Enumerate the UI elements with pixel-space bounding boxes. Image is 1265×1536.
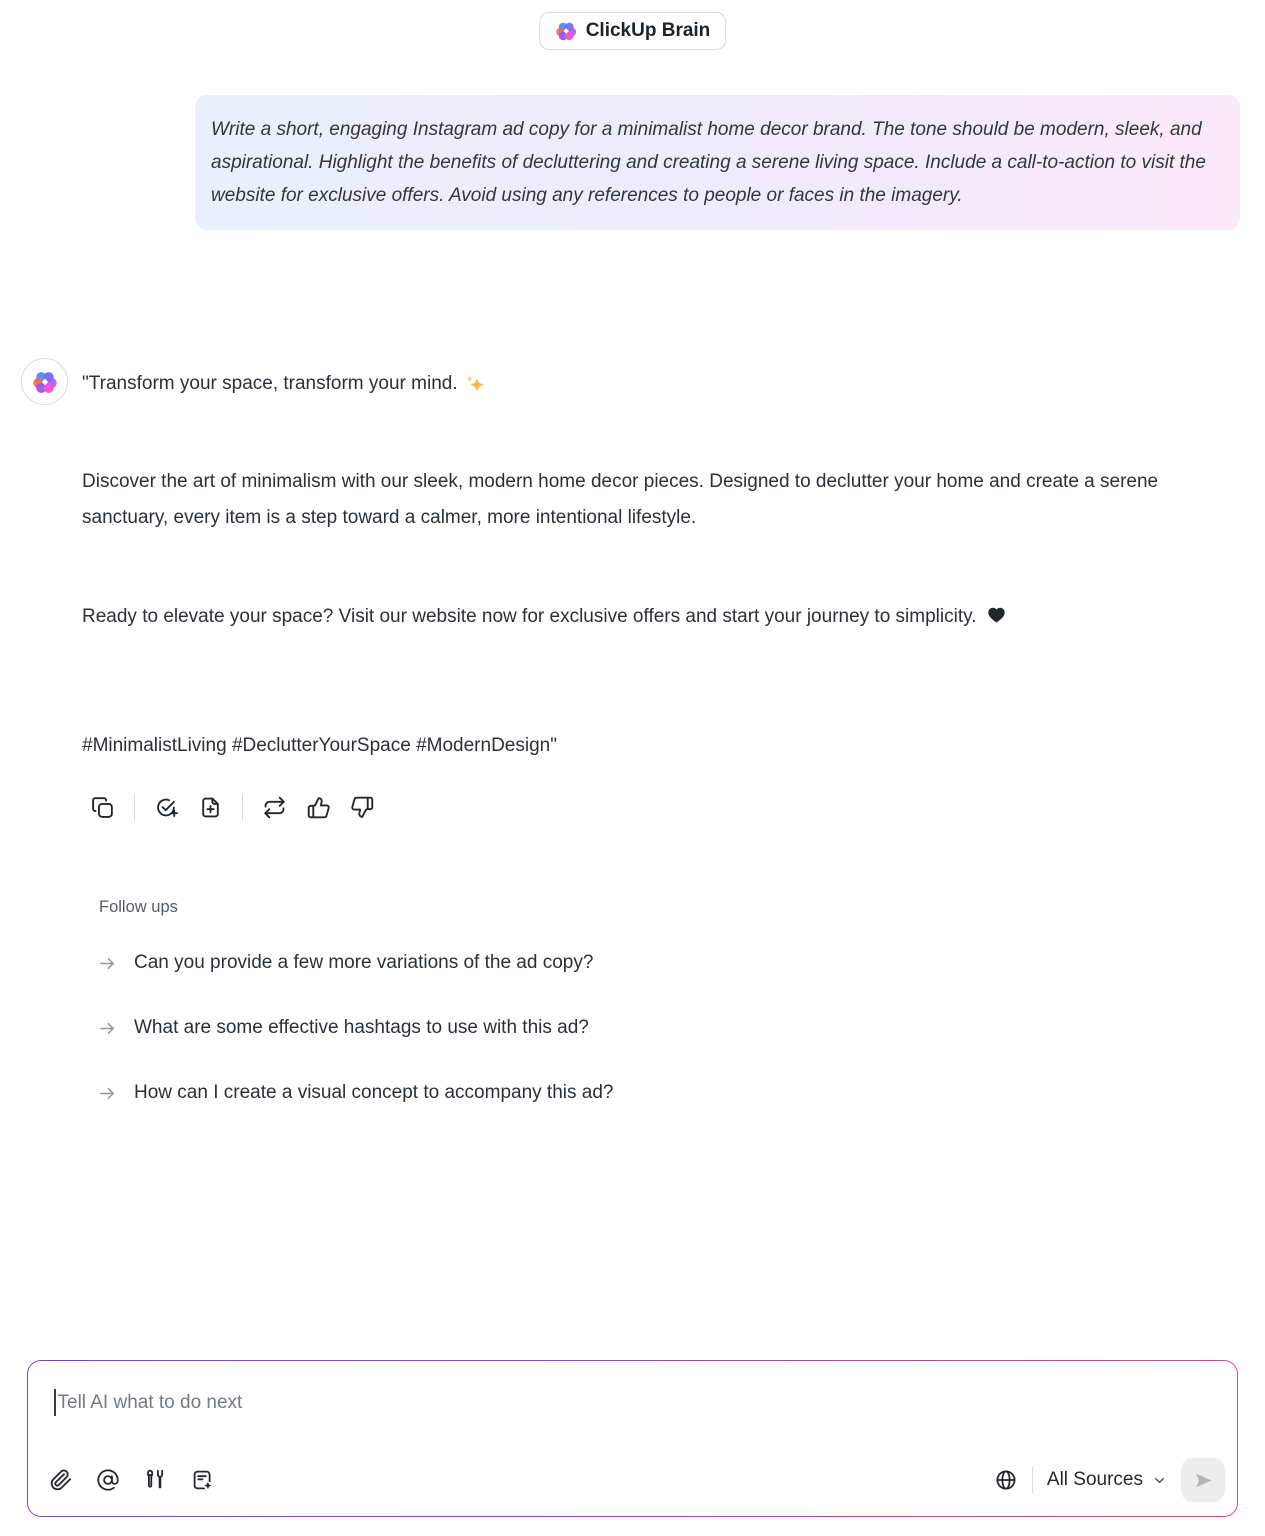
response-paragraph: [82, 599, 1210, 635]
globe-icon: [994, 1468, 1018, 1492]
follow-up-text: Can you provide a few more variations of the ad copy?: [134, 952, 594, 973]
sources-label: All Sources: [1046, 1469, 1143, 1490]
send-icon: [1192, 1469, 1215, 1492]
create-doc-icon: [198, 795, 223, 820]
at-sign-icon: [96, 1468, 120, 1492]
composer-input[interactable]: [54, 1389, 1211, 1416]
clickup-brain-flower-icon: [32, 369, 58, 395]
divider: [242, 794, 243, 820]
response-hashtags-text: #MinimalistLiving #DeclutterYourSpace #ModernDesign": [82, 735, 557, 756]
thumbs-down-button[interactable]: [350, 795, 375, 820]
follow-ups-label: Follow ups: [99, 898, 178, 916]
composer: [27, 1360, 1238, 1517]
composer-placeholder: Tell AI what to do next: [57, 1391, 243, 1413]
response-paragraph-text: Discover the art of minimalism with our sleek, modern home decor pieces. Designed to declutter your home and create a serene sanctuary, every item is a step toward a calmer, more intentional lifestyle.: [82, 471, 1159, 528]
tools-icon: [143, 1468, 167, 1492]
follow-up-item[interactable]: [97, 1017, 589, 1039]
arrow-right-icon: [97, 953, 118, 974]
thumbs-down-icon: [350, 795, 375, 820]
response-hashtags: [82, 735, 557, 757]
response-paragraph: [82, 464, 1210, 536]
sparkles-emoji: [464, 374, 485, 395]
response-headline: [82, 369, 485, 399]
copy-icon: [90, 795, 115, 820]
sources-dropdown[interactable]: [1047, 1469, 1167, 1491]
response-paragraph-text: Ready to elevate your space? Visit our website now for exclusive offers and start your journey to simplicity.: [82, 606, 977, 627]
prompt-templates-button[interactable]: [190, 1468, 214, 1492]
divider: [1032, 1467, 1033, 1493]
copy-button[interactable]: [90, 795, 115, 820]
badge-label: ClickUp Brain: [585, 20, 711, 41]
ai-avatar: [21, 358, 68, 405]
attachment-button[interactable]: [49, 1468, 73, 1492]
send-button[interactable]: [1181, 1458, 1225, 1502]
divider: [134, 794, 135, 820]
thumbs-up-icon: [306, 795, 331, 820]
prompt-templates-icon: [190, 1468, 214, 1492]
composer-left-tools: [49, 1468, 214, 1492]
follow-up-item[interactable]: [97, 1082, 613, 1104]
create-task-button[interactable]: [154, 795, 179, 820]
black-heart-emoji: [986, 604, 1007, 625]
composer-toolbar: [49, 1458, 1225, 1502]
user-message-text: Write a short, engaging Instagram ad copy for a minimalist home decor brand. The tone should be modern, sleek, and aspirational. Highlight the benefits of decluttering and creating a serene living space. Include a call-to-action to visit the website for exclusive offers. Avoid using any references to people or faces in the imagery.: [211, 119, 1206, 206]
create-doc-button[interactable]: [198, 795, 223, 820]
user-message-bubble: [195, 95, 1240, 230]
clickup-brain-flower-icon: [555, 20, 577, 42]
tools-button[interactable]: [143, 1468, 167, 1492]
composer-right-tools: [994, 1458, 1225, 1502]
arrow-right-icon: [97, 1083, 118, 1104]
mention-button[interactable]: [96, 1468, 120, 1492]
clickup-brain-badge[interactable]: [539, 12, 727, 50]
response-actions: [90, 791, 375, 823]
follow-up-text: What are some effective hashtags to use with this ad?: [134, 1017, 589, 1038]
regenerate-button[interactable]: [262, 795, 287, 820]
arrow-right-icon: [97, 1018, 118, 1039]
thumbs-up-button[interactable]: [306, 795, 331, 820]
web-search-button[interactable]: [994, 1468, 1018, 1492]
text-cursor: [54, 1389, 56, 1416]
regenerate-icon: [262, 795, 287, 820]
follow-up-item[interactable]: [97, 952, 593, 974]
follow-up-text: How can I create a visual concept to accompany this ad?: [134, 1082, 614, 1103]
paperclip-icon: [49, 1468, 73, 1492]
chevron-down-icon: [1152, 1473, 1167, 1488]
response-headline-text: "Transform your space, transform your mind.: [82, 373, 458, 394]
create-task-icon: [154, 795, 179, 820]
